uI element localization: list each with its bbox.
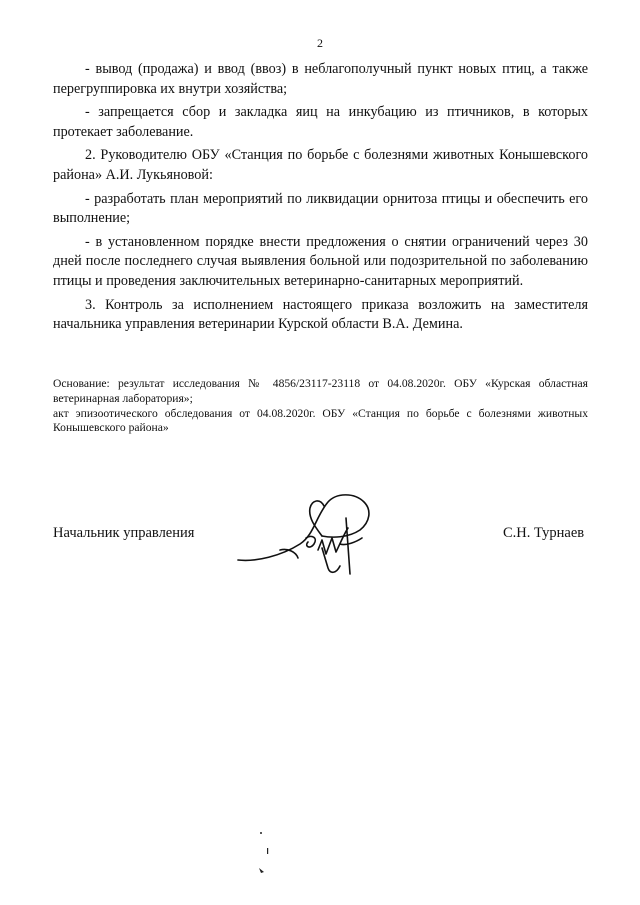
scan-speck-marks — [255, 830, 275, 875]
basis-section — [53, 377, 588, 436]
handwritten-signature — [236, 488, 386, 580]
paragraph-ban-bird-transfer: - вывод (продажа) и ввод (ввоз) в неблагополучный пункт новых птиц, а также перегруппировка их внутри хозяйства; — [53, 61, 588, 97]
paragraph-ban-egg-collection: - запрещается сбор и закладка яиц на инкубацию из птичников, в которых протекает заболевание. — [53, 104, 588, 140]
signatory-position: Начальник управления — [53, 525, 195, 541]
basis-inspection-act: акт эпизоотического обследования от 04.08.2020г. ОБУ «Станция по борьбе с болезнями животных Конышевского района» — [53, 406, 588, 435]
paragraph-develop-plan: - разработать план мероприятий по ликвидации орнитоза птицы и обеспечить его выполнение; — [53, 190, 588, 227]
paragraph-lift-restrictions: - в установленном порядке внести предложения о снятии ограничений через 30 дней после последнего случая выявления больной или подозрительной по заболеванию птицы и проведения заключительных ветеринарно-санитарных мероприятий. — [53, 233, 588, 289]
page-number: 2 — [317, 36, 323, 50]
basis-lab-result: Основание: результат исследования № 4856/23117-23118 от 04.08.2020г. ОБУ «Курская областная ветеринарная лаборатория»; — [53, 377, 588, 405]
paragraph-station-head-instruction: 2. Руководителю ОБУ «Станция по борьбе с болезнями животных Конышевского района» А.И. Лукьяновой: — [53, 147, 588, 183]
signatory-name: С.Н. Турнаев — [503, 525, 585, 541]
order-body — [53, 60, 588, 339]
paragraph-control: 3. Контроль за исполнением настоящего приказа возложить на заместителя начальника управления ветеринарии Курской области В.А. Демина. — [53, 296, 588, 333]
